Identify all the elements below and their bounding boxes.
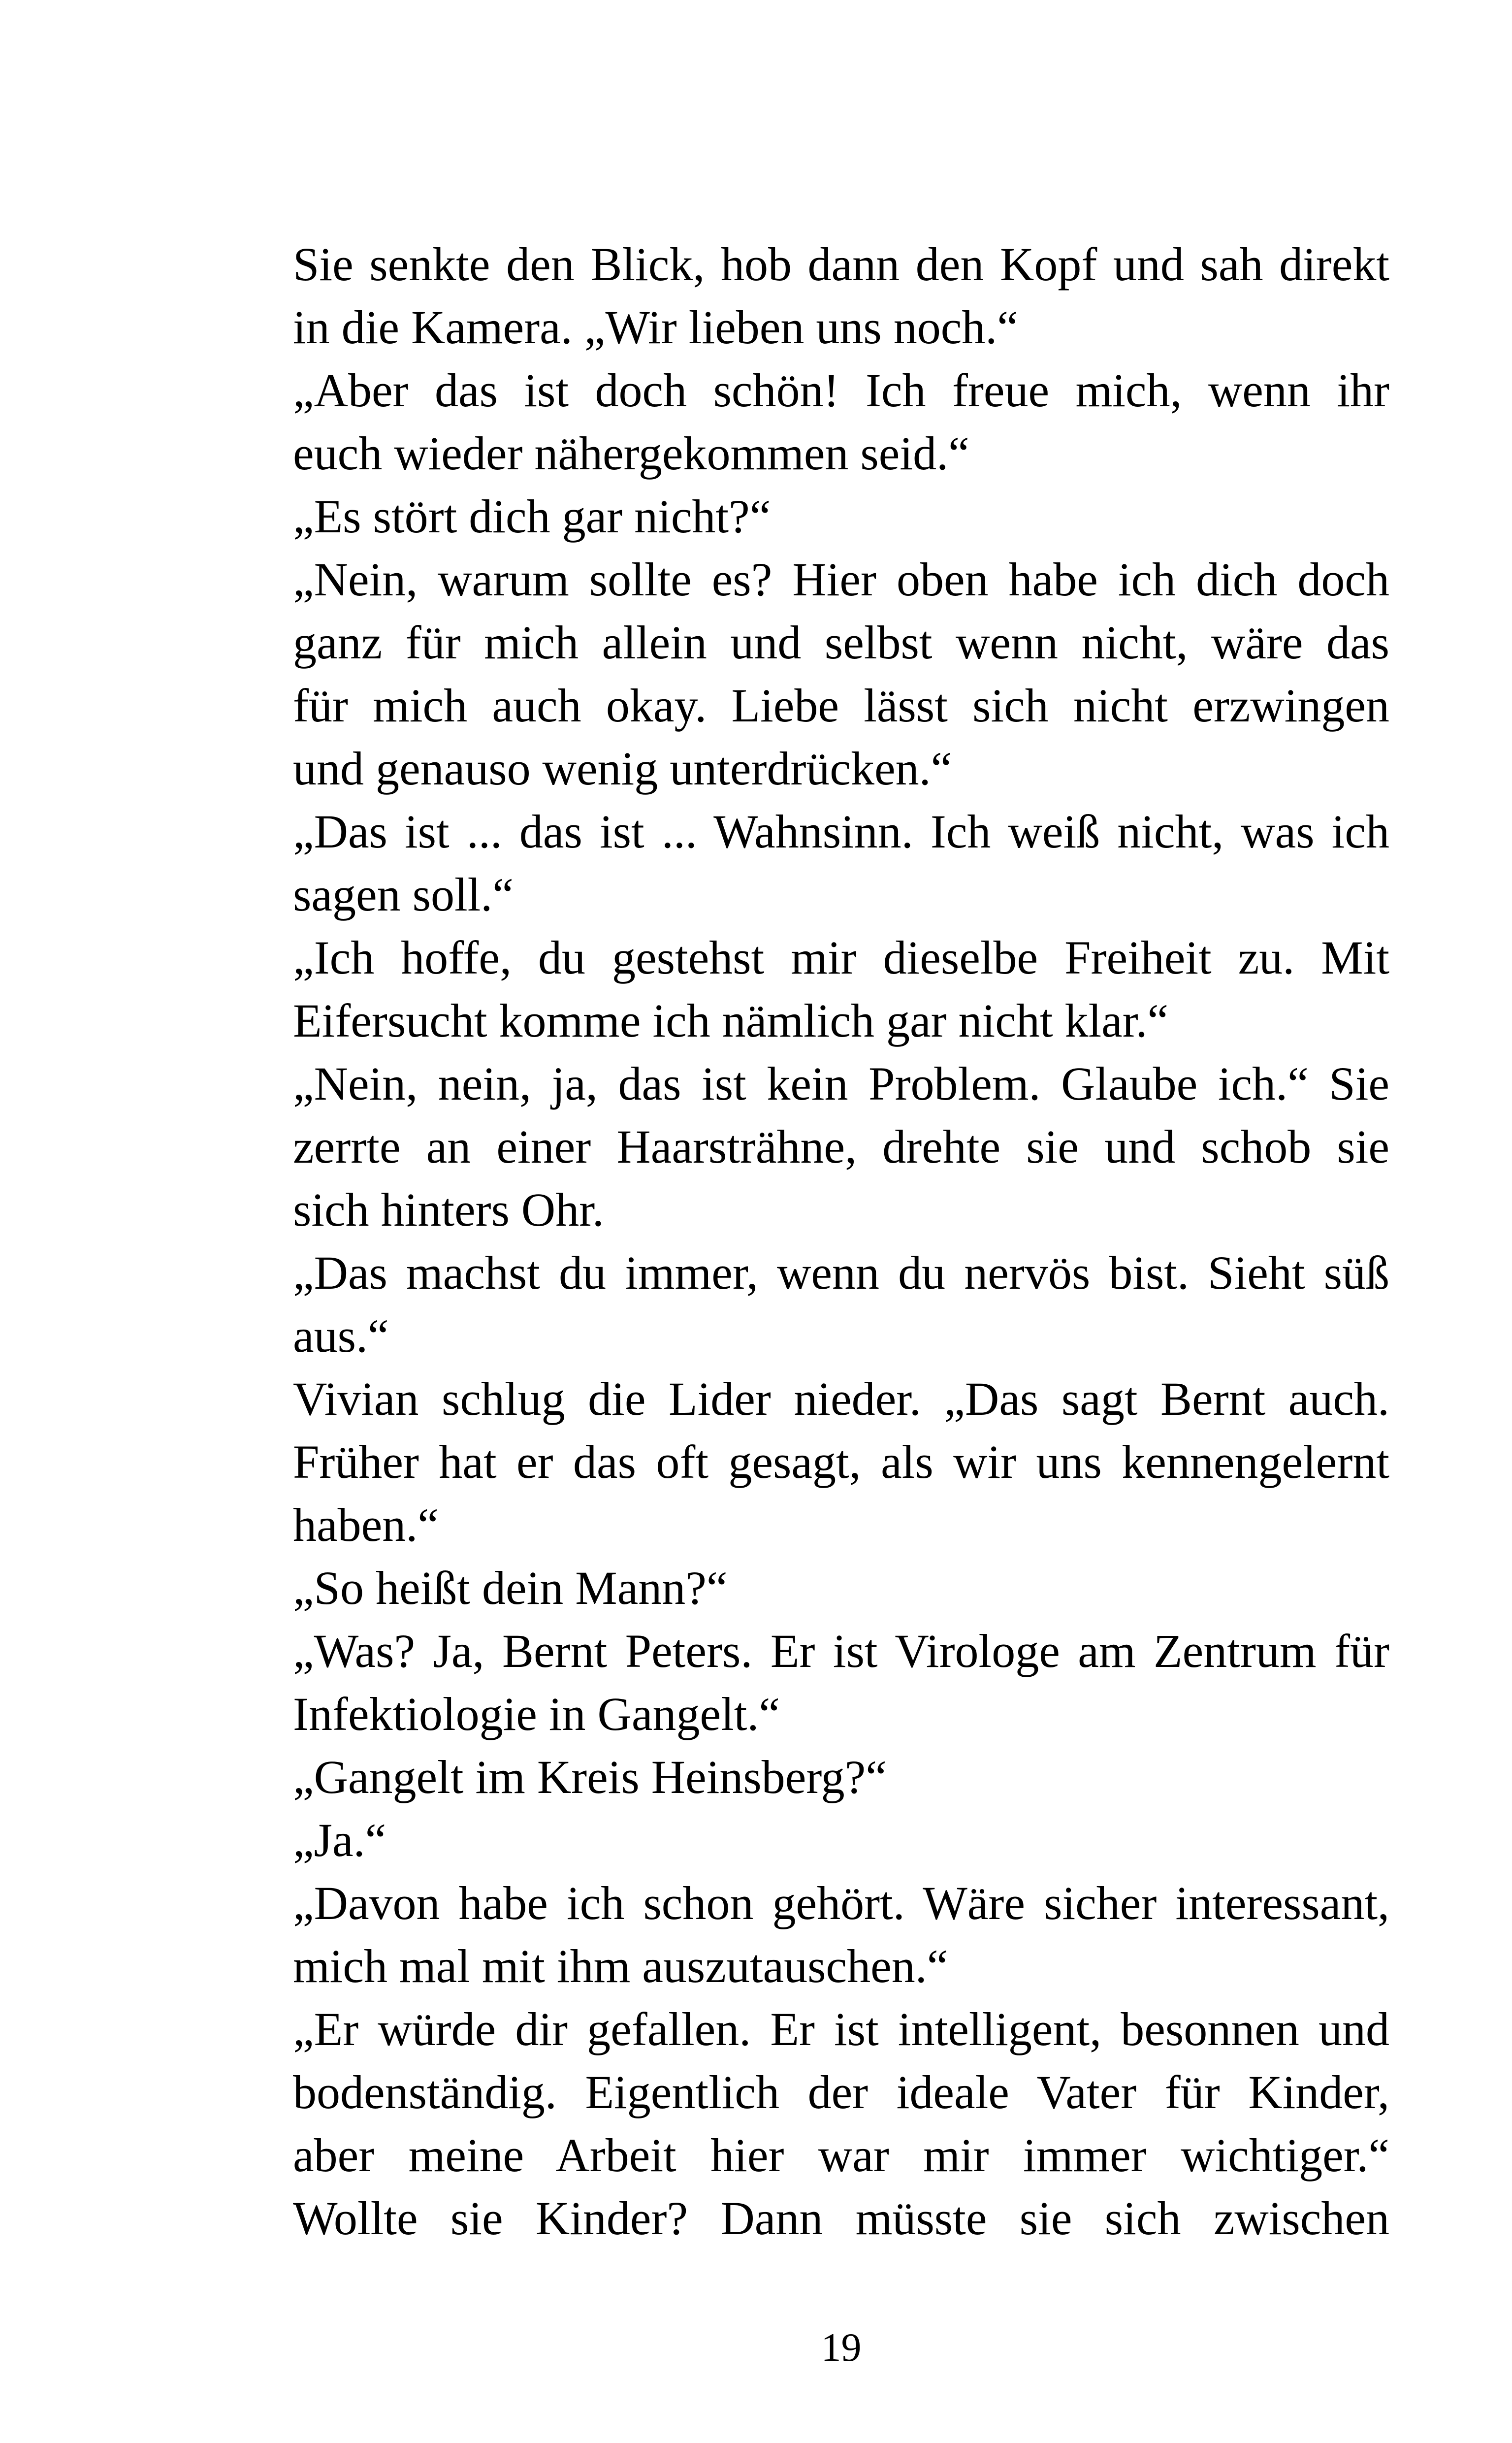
- text-line: euch wieder nähergekommen seid.“: [293, 427, 969, 480]
- text-line: „Es stört dich gar nicht?“: [293, 490, 771, 543]
- text-line: für mich auch okay. Liebe lässt sich nicht erzwingen: [293, 679, 1389, 732]
- text-line: Wollte sie Kinder? Dann müsste sie sich zwischen: [293, 2192, 1389, 2245]
- text-line: sich hinters Ohr.: [293, 1183, 604, 1236]
- text-line: „Aber das ist doch schön! Ich freue mich, wenn ihr: [293, 364, 1389, 417]
- text-line: „Was? Ja, Bernt Peters. Er ist Virologe am Zentrum für: [293, 1625, 1389, 1677]
- text-line: Früher hat er das oft gesagt, als wir uns kennengelernt: [293, 1435, 1389, 1488]
- text-line: „So heißt dein Mann?“: [293, 1562, 728, 1614]
- text-line: ganz für mich allein und selbst wenn nicht, wäre das: [293, 616, 1389, 669]
- text-line: mich mal mit ihm auszutauschen.“: [293, 1940, 948, 1992]
- text-line: haben.“: [293, 1498, 439, 1551]
- text-line: Infektiologie in Gangelt.“: [293, 1688, 780, 1740]
- text-line: in die Kamera. „Wir lieben uns noch.“: [293, 301, 1018, 354]
- text-line: „Ja.“: [293, 1814, 386, 1866]
- text-line: „Das ist ... das ist ... Wahnsinn. Ich weiß nicht, was ich: [293, 805, 1389, 858]
- text-line: „Er würde dir gefallen. Er ist intelligent, besonnen und: [293, 2003, 1389, 2055]
- text-line: „Nein, warum sollte es? Hier oben habe ich dich doch: [293, 553, 1389, 606]
- text-line: „Nein, nein, ja, das ist kein Problem. Glaube ich.“ Sie: [293, 1057, 1389, 1110]
- page-number: 19: [821, 2325, 862, 2370]
- text-line: Eifersucht komme ich nämlich gar nicht klar.“: [293, 994, 1169, 1047]
- text-line: „Davon habe ich schon gehört. Wäre sicher interessant,: [293, 1877, 1389, 1929]
- text-line: zerrte an einer Haarsträhne, drehte sie und schob sie: [293, 1120, 1389, 1173]
- text-line: Sie senkte den Blick, hob dann den Kopf und sah direkt: [293, 238, 1389, 291]
- text-line: und genauso wenig unterdrücken.“: [293, 742, 952, 795]
- text-line: aber meine Arbeit hier war mir immer wichtiger.“: [293, 2129, 1389, 2182]
- text-line: „Ich hoffe, du gestehst mir dieselbe Freiheit zu. Mit: [293, 931, 1389, 984]
- text-line: sagen soll.“: [293, 868, 514, 921]
- text-line: aus.“: [293, 1309, 389, 1362]
- body-text: [293, 233, 1389, 2250]
- text-line: „Gangelt im Kreis Heinsberg?“: [293, 1751, 887, 1803]
- text-line: Vivian schlug die Lider nieder. „Das sagt Bernt auch.: [293, 1372, 1389, 1425]
- text-line: bodenständig. Eigentlich der ideale Vater für Kinder,: [293, 2066, 1389, 2118]
- text-line: „Das machst du immer, wenn du nervös bist. Sieht süß: [293, 1246, 1389, 1299]
